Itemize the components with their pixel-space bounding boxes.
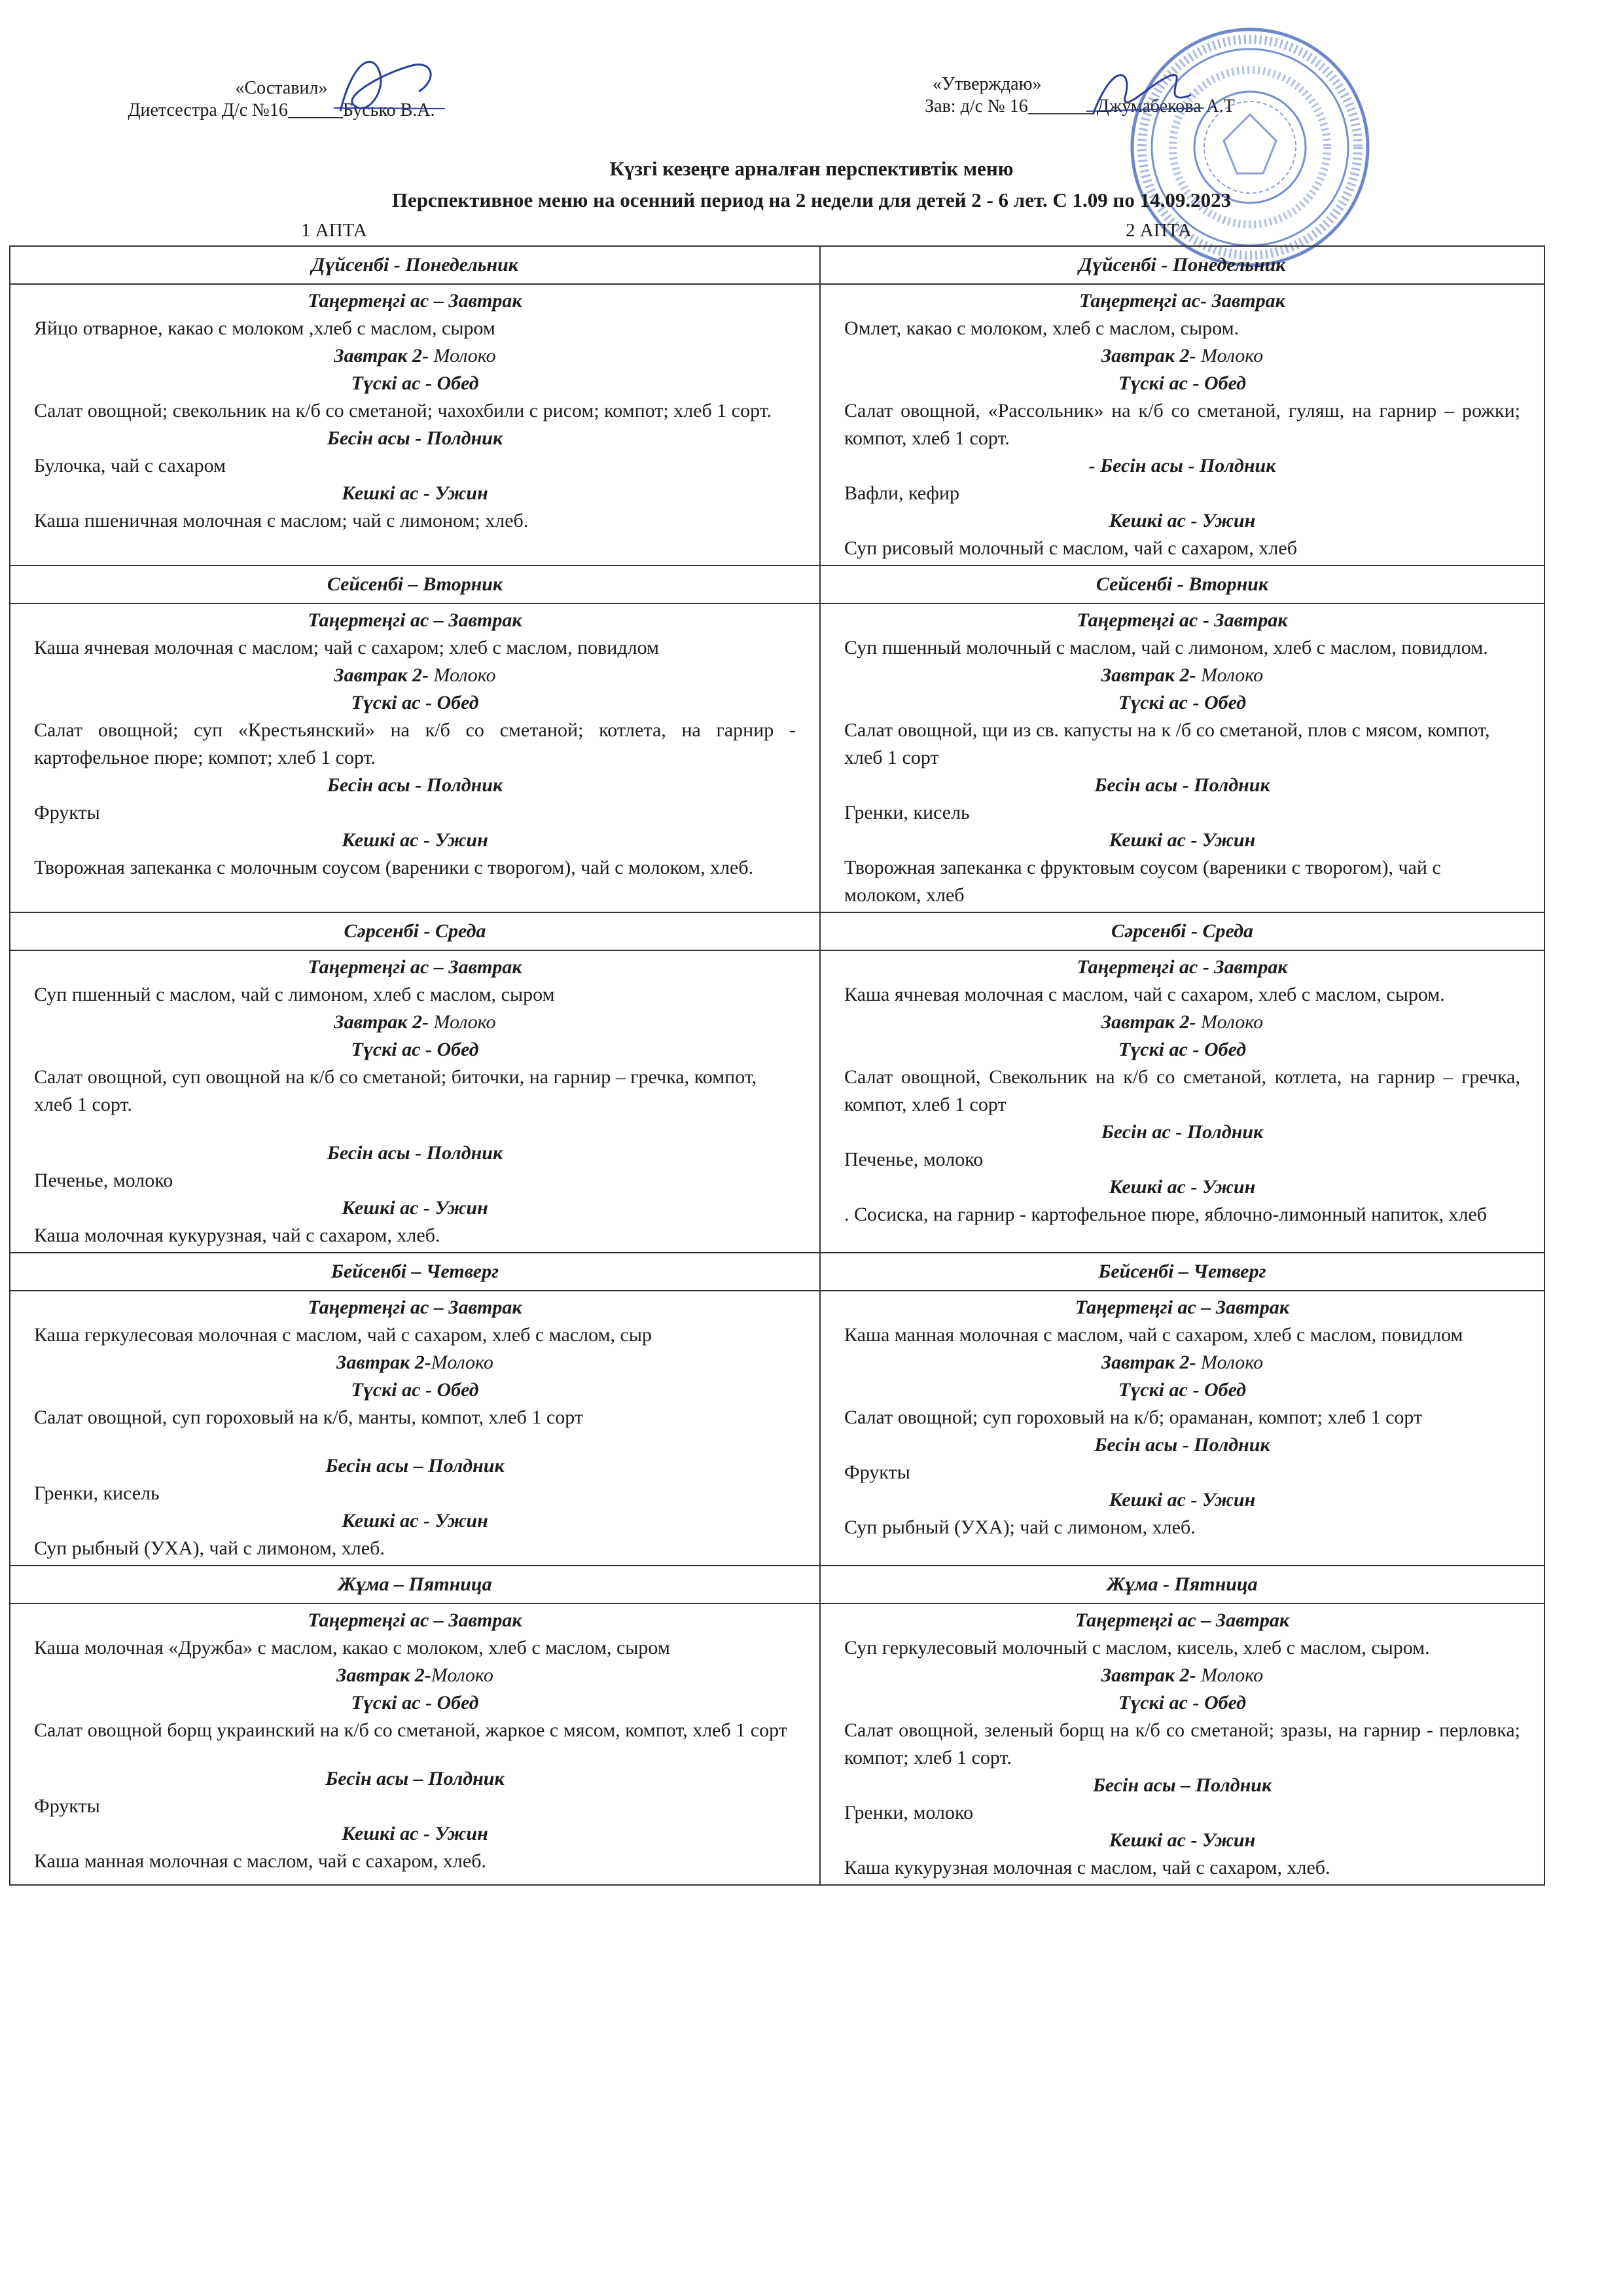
meal-lunch: Түскі ас - Обед — [1118, 692, 1247, 713]
day-menu-row — [10, 1291, 1544, 1566]
breakfast-text: Суп пшенный с маслом, чай с лимоном, хлеб с маслом, сыром — [34, 984, 555, 1005]
meal-dinner: Кешкі ас - Ужин — [342, 1510, 488, 1532]
breakfast-text: Суп геркулесовый молочный с маслом, кисель, хлеб с маслом, сыром. — [844, 1637, 1430, 1659]
meal-snack: Завтрак 2-Молоко — [336, 1352, 493, 1373]
meal-lunch: Түскі ас - Обед — [351, 692, 479, 713]
meal-snack: Завтрак 2- Молоко — [1101, 1011, 1264, 1033]
dinner-text: Каша молочная кукурузная, чай с сахаром, хлеб. — [34, 1225, 440, 1246]
meal-breakfast: Таңертеңгі ас- Завтрак — [1079, 290, 1285, 312]
meal-breakfast: Таңертеңгі ас – Завтрак — [308, 290, 522, 312]
meal-poldnik: Бесін асы – Полдник — [1092, 1774, 1272, 1796]
meal-lunch: Түскі ас - Обед — [351, 1379, 479, 1401]
menu-cell-w1 — [10, 603, 820, 912]
poldnik-text: Вафли, кефир — [844, 482, 960, 504]
meal-poldnik: Бесін асы - Полдник — [1094, 1434, 1270, 1456]
meal-poldnik: Бесін асы – Полдник — [325, 1455, 505, 1477]
meal-poldnik: Бесін асы – Полдник — [325, 1768, 505, 1789]
day-name-w1: Сейсенбі – Вторник — [10, 565, 820, 603]
menu-cell-w2 — [820, 603, 1544, 912]
meal-breakfast: Таңертеңгі ас – Завтрак — [308, 1609, 522, 1631]
day-name-w1: Жұма – Пятница — [10, 1566, 820, 1604]
approver-line: Зав: д/с № 16_______ Джумабекова А.Т — [925, 96, 1235, 117]
spacer — [34, 1744, 796, 1765]
meal-breakfast: Таңертеңгі ас – Завтрак — [1075, 1609, 1290, 1631]
meal-snack: Завтрак 2- Молоко — [334, 1011, 496, 1033]
day-name-w1: Дүйсенбі - Понедельник — [10, 246, 820, 284]
meal-breakfast: Таңертеңгі ас - Завтрак — [1077, 956, 1288, 978]
spacer — [34, 1119, 796, 1139]
meal-snack: Завтрак 2-Молоко — [336, 1664, 493, 1686]
signature-right-icon — [1080, 56, 1211, 134]
menu-cell-w1 — [10, 950, 820, 1253]
meal-breakfast: Таңертеңгі ас – Завтрак — [308, 956, 522, 978]
day-header-row — [10, 246, 1544, 284]
breakfast-text: Суп пшенный молочный с маслом, чай с лимоном, хлеб с маслом, повидлом. — [844, 637, 1488, 658]
meal-poldnik: Бесін асы - Полдник — [327, 1142, 503, 1164]
day-name-w2: Сейсенбі - Вторник — [820, 565, 1544, 603]
day-header-row — [10, 912, 1544, 950]
meal-poldnik: Бесін асы - Полдник — [327, 774, 503, 796]
meal-dinner: Кешкі ас - Ужин — [342, 829, 488, 851]
poldnik-text: Гренки, кисель — [844, 802, 970, 823]
poldnik-text: Фрукты — [34, 802, 100, 823]
dinner-text: Каша кукурузная молочная с маслом, чай с сахаром, хлеб. — [844, 1857, 1330, 1878]
breakfast-text: Каша молочная «Дружба» с маслом, какао с молоком, хлеб с маслом, сыром — [34, 1637, 670, 1659]
day-name-w2: Дүйсенбі - Понедельник — [820, 246, 1544, 284]
lunch-text: Салат овощной; суп гороховый на к/б; ораманан, компот; хлеб 1 сорт — [844, 1407, 1423, 1428]
poldnik-text: Гренки, молоко — [844, 1802, 974, 1823]
breakfast-text: Каша манная молочная с маслом, чай с сахаром, хлеб с маслом, повидлом — [844, 1324, 1463, 1346]
meal-poldnik: - Бесін асы - Полдник — [1088, 455, 1276, 476]
day-name-w2: Сәрсенбі - Среда — [820, 912, 1544, 950]
meal-lunch: Түскі ас - Обед — [1118, 1379, 1247, 1401]
breakfast-text: Омлет, какао с молоком, хлеб с маслом, сыром. — [844, 317, 1240, 339]
meal-breakfast: Таңертеңгі ас – Завтрак — [1075, 1297, 1290, 1318]
dinner-text: Суп рисовый молочный с маслом, чай с сахаром, хлеб — [844, 537, 1297, 559]
meal-dinner: Кешкі ас - Ужин — [342, 1823, 488, 1844]
approver-label: «Утверждаю» — [933, 74, 1042, 94]
meal-poldnik: Бесін асы - Полдник — [327, 427, 503, 449]
dinner-text: Творожная запеканка с фруктовым соусом (вареники с творогом), чай с молоком, хлеб — [844, 857, 1441, 906]
day-header-row — [10, 1566, 1544, 1604]
menu-cell-w2 — [820, 1604, 1544, 1885]
meal-dinner: Кешкі ас - Ужин — [1109, 1176, 1256, 1198]
dinner-text: Творожная запеканка с молочным соусом (вареники с творогом), чай с молоком, хлеб. — [34, 857, 754, 878]
meal-snack: Завтрак 2- Молоко — [1101, 345, 1264, 367]
day-header-row — [10, 1253, 1544, 1291]
dinner-text: Каша пшеничная молочная с маслом; чай с лимоном; хлеб. — [34, 510, 529, 531]
day-menu-row — [10, 284, 1544, 565]
menu-cell-w1 — [10, 1604, 820, 1885]
week-1-label: 1 АПТА — [301, 220, 367, 241]
meal-dinner: Кешкі ас - Ужин — [342, 482, 488, 504]
day-name-w1: Сәрсенбі - Среда — [10, 912, 820, 950]
dinner-text: Суп рыбный (УХА), чай с лимоном, хлеб. — [34, 1537, 385, 1559]
lunch-text: Салат овощной, щи из св. капусты на к /б со сметаной, плов с мясом, компот, хлеб 1 сорт — [844, 719, 1490, 768]
meal-dinner: Кешкі ас - Ужин — [342, 1197, 488, 1219]
spacer — [34, 1431, 796, 1452]
meal-lunch: Түскі ас - Обед — [1118, 1692, 1247, 1713]
lunch-text: Салат овощной, Свекольник на к/б со сметаной, котлета, на гарнир – гречка, компот, хлеб 1 сорт — [844, 1066, 1520, 1115]
composer-line: Диетсестра Д/с №16______Бусько В.А. — [128, 100, 435, 120]
meal-snack: Завтрак 2- Молоко — [334, 345, 496, 367]
breakfast-text: Каша геркулесовая молочная с маслом, чай с сахаром, хлеб с маслом, сыр — [34, 1324, 652, 1346]
breakfast-text: Яйцо отварное, какао с молоком ,хлеб с маслом, сыром — [34, 317, 495, 339]
meal-poldnik: Бесін ас - Полдник — [1101, 1121, 1264, 1143]
day-menu-row — [10, 950, 1544, 1253]
meal-snack: Завтрак 2- Молоко — [334, 664, 496, 686]
day-header-row — [10, 565, 1544, 603]
menu-table — [9, 245, 1545, 1886]
menu-cell-w2 — [820, 284, 1544, 565]
week-2-label: 2 АПТА — [1126, 220, 1192, 241]
meal-lunch: Түскі ас - Обед — [1118, 1039, 1247, 1060]
meal-dinner: Кешкі ас - Ужин — [1109, 510, 1256, 531]
meal-snack: Завтрак 2- Молоко — [1101, 1352, 1264, 1373]
meal-lunch: Түскі ас - Обед — [351, 1692, 479, 1713]
poldnik-text: Печенье, молоко — [34, 1170, 173, 1191]
menu-cell-w2 — [820, 1291, 1544, 1566]
title-ru: Перспективное меню на осенний период на 2 недели для детей 2 - 6 лет. С 1.09 по 14.09.2023 — [391, 188, 1232, 211]
menu-cell-w1 — [10, 1291, 820, 1566]
composer-label: «Составил» — [235, 78, 328, 98]
meal-lunch: Түскі ас - Обед — [1118, 372, 1247, 394]
meal-dinner: Кешкі ас - Ужин — [1109, 1489, 1256, 1511]
meal-snack: Завтрак 2- Молоко — [1101, 664, 1264, 686]
day-menu-row — [10, 1604, 1544, 1885]
poldnik-text: Фрукты — [844, 1462, 910, 1483]
poldnik-text: Печенье, молоко — [844, 1149, 984, 1170]
lunch-text: Салат овощной; суп «Крестьянский» на к/б со сметаной; котлета, на гарнир - картофельное пюре; компот; хлеб 1 сорт. — [34, 719, 796, 768]
menu-cell-w2 — [820, 950, 1544, 1253]
lunch-text: Салат овощной, суп гороховый на к/б, манты, компот, хлеб 1 сорт — [34, 1407, 583, 1428]
breakfast-text: Каша ячневая молочная с маслом, чай с сахаром, хлеб с маслом, сыром. — [844, 984, 1445, 1005]
poldnik-text: Гренки, кисель — [34, 1482, 160, 1504]
day-name-w2: Бейсенбі – Четверг — [820, 1253, 1544, 1291]
meal-dinner: Кешкі ас - Ужин — [1109, 1829, 1256, 1851]
poldnik-text: Фрукты — [34, 1795, 100, 1817]
meal-lunch: Түскі ас - Обед — [351, 1039, 479, 1060]
poldnik-text: Булочка, чай с сахаром — [34, 455, 226, 476]
lunch-text: Салат овощной, зеленый борщ на к/б со сметаной; зразы, на гарнир - перловка; компот; хлеб 1 сорт. — [844, 1719, 1520, 1768]
meal-snack: Завтрак 2- Молоко — [1101, 1664, 1264, 1686]
title-kz: Күзгі кезеңге арналған перспективтік меню — [609, 157, 1014, 180]
dinner-text: Каша манная молочная с маслом, чай с сахаром, хлеб. — [34, 1850, 486, 1872]
signature-left-icon — [327, 46, 458, 124]
meal-poldnik: Бесін асы - Полдник — [1094, 774, 1270, 796]
day-menu-row — [10, 603, 1544, 912]
lunch-text: Салат овощной борщ украинский на к/б со сметаной, жаркое с мясом, компот, хлеб 1 сорт — [34, 1719, 787, 1741]
lunch-text: Салат овощной, суп овощной на к/б со сметаной; биточки, на гарнир – гречка, компот, хлеб 1 сорт. — [34, 1066, 757, 1115]
meal-breakfast: Таңертеңгі ас - Завтрак — [1077, 609, 1288, 631]
meal-breakfast: Таңертеңгі ас – Завтрак — [308, 609, 522, 631]
meal-breakfast: Таңертеңгі ас – Завтрак — [308, 1297, 522, 1318]
dinner-text: Суп рыбный (УХА); чай с лимоном, хлеб. — [844, 1516, 1196, 1538]
day-name-w1: Бейсенбі – Четверг — [10, 1253, 820, 1291]
lunch-text: Салат овощной, «Рассольник» на к/б со сметаной, гуляш, на гарнир – рожки; компот, хлеб 1 сорт. — [844, 400, 1520, 449]
breakfast-text: Каша ячневая молочная с маслом; чай с сахаром; хлеб с маслом, повидлом — [34, 637, 659, 658]
meal-lunch: Түскі ас - Обед — [351, 372, 479, 394]
meal-dinner: Кешкі ас - Ужин — [1109, 829, 1256, 851]
lunch-text: Салат овощной; свекольник на к/б со сметаной; чахохбили с рисом; компот; хлеб 1 сорт. — [34, 400, 772, 422]
menu-cell-w1 — [10, 284, 820, 565]
day-name-w2: Жұма - Пятница — [820, 1566, 1544, 1604]
dinner-text: . Сосиска, на гарнир - картофельное пюре, яблочно-лимонный напиток, хлеб — [844, 1204, 1488, 1225]
